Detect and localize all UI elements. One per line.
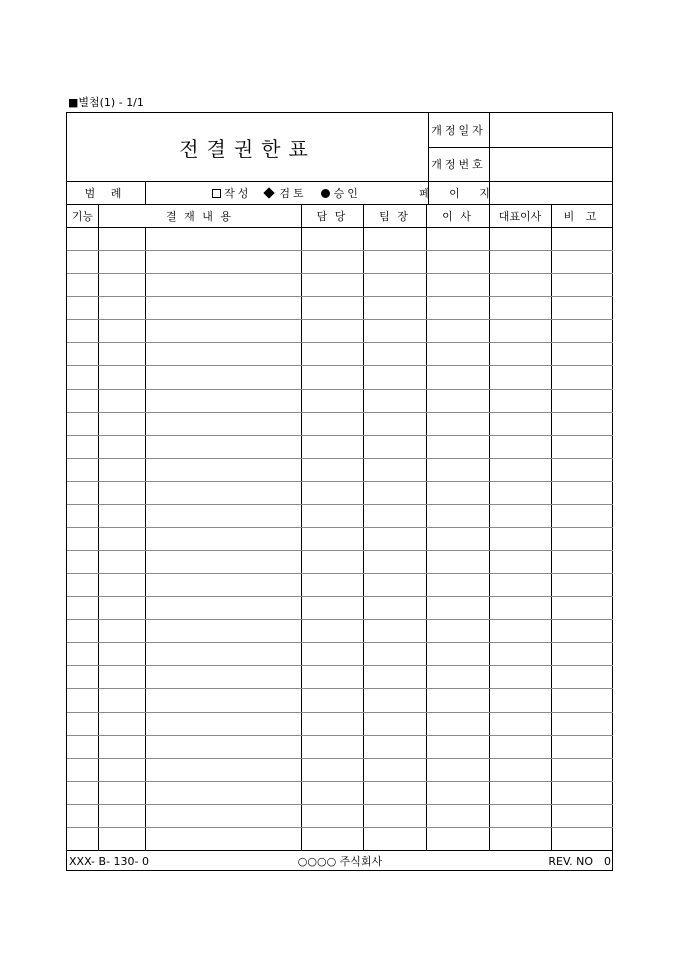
- revision-no: REV. NO 0: [548, 855, 611, 868]
- divider-title-right: [428, 113, 429, 204]
- divider-legend-label: [145, 181, 146, 204]
- col-header-director: 이 사: [442, 209, 473, 223]
- table-row-line: [67, 712, 613, 713]
- divider-title-bottom: [67, 181, 613, 182]
- col-header-function: 기능: [71, 209, 94, 223]
- legend-review-text: 검토: [279, 186, 307, 200]
- table-row-line: [67, 665, 613, 666]
- square-outline-icon: [212, 189, 221, 198]
- table-row-line: [67, 550, 613, 551]
- table-row-line: [67, 481, 613, 482]
- table-row-line: [67, 573, 613, 574]
- revision-number-label: 개정번호: [431, 158, 486, 171]
- table-row-line: [67, 688, 613, 689]
- table-row-line: [67, 827, 613, 828]
- table-row-line: [67, 435, 613, 436]
- col-header-staff: 담 당: [316, 209, 348, 223]
- legend-item-draft: [212, 185, 251, 201]
- legend-label: 범 례: [84, 186, 128, 200]
- table-row-line: [67, 296, 613, 297]
- table-row-line: [67, 412, 613, 413]
- table-row-line: [67, 342, 613, 343]
- divider-label-right: [489, 113, 490, 204]
- document-title: 전결권한표: [179, 136, 316, 161]
- legend-item-review: [265, 185, 306, 201]
- col-header-team-leader: 팀 장: [379, 209, 410, 223]
- legend-approve-text: 승인: [333, 186, 361, 200]
- table-row-line: [67, 735, 613, 736]
- col-header-ceo: 대표이사: [498, 209, 542, 223]
- column-line-2: [145, 227, 146, 850]
- legend-items: [145, 181, 428, 204]
- table-row-line: [67, 504, 613, 505]
- table-row-line: [67, 619, 613, 620]
- table-row-line: [67, 781, 613, 782]
- table-row-line: [67, 596, 613, 597]
- table-row-line: [67, 365, 613, 366]
- col-header-approval-content: 결 재 내 용: [166, 209, 233, 223]
- page-label: 페 이 지: [419, 186, 498, 200]
- table-row-line: [67, 319, 613, 320]
- col-header-remarks: 비 고: [563, 209, 601, 223]
- legend-item-approve: [321, 185, 361, 201]
- company-name: ○○○○ 주식회사: [297, 855, 383, 868]
- circle-filled-icon: [321, 189, 330, 198]
- doc-code: XXX- B- 130- 0: [69, 854, 149, 868]
- divider-header-bottom: [67, 227, 613, 228]
- table-row-line: [67, 758, 613, 759]
- diamond-filled-icon: [264, 187, 275, 198]
- table-row-line: [67, 250, 613, 251]
- revision-date-field[interactable]: [489, 113, 613, 147]
- table-row-line: [67, 642, 613, 643]
- page-field[interactable]: [489, 181, 613, 204]
- attachment-note: ■별첨(1) - 1/1: [68, 96, 144, 109]
- table-row-line: [67, 527, 613, 528]
- revision-number-field[interactable]: [489, 147, 613, 181]
- table-row-line: [67, 389, 613, 390]
- approval-authority-table: [66, 112, 613, 871]
- table-row-line: [67, 458, 613, 459]
- divider-revision: [428, 147, 613, 148]
- legend-draft-text: 작성: [224, 186, 252, 200]
- table-row-line: [67, 273, 613, 274]
- revision-date-label: 개정일자: [431, 124, 486, 137]
- divider-legend-bottom: [67, 204, 613, 205]
- table-row-line: [67, 804, 613, 805]
